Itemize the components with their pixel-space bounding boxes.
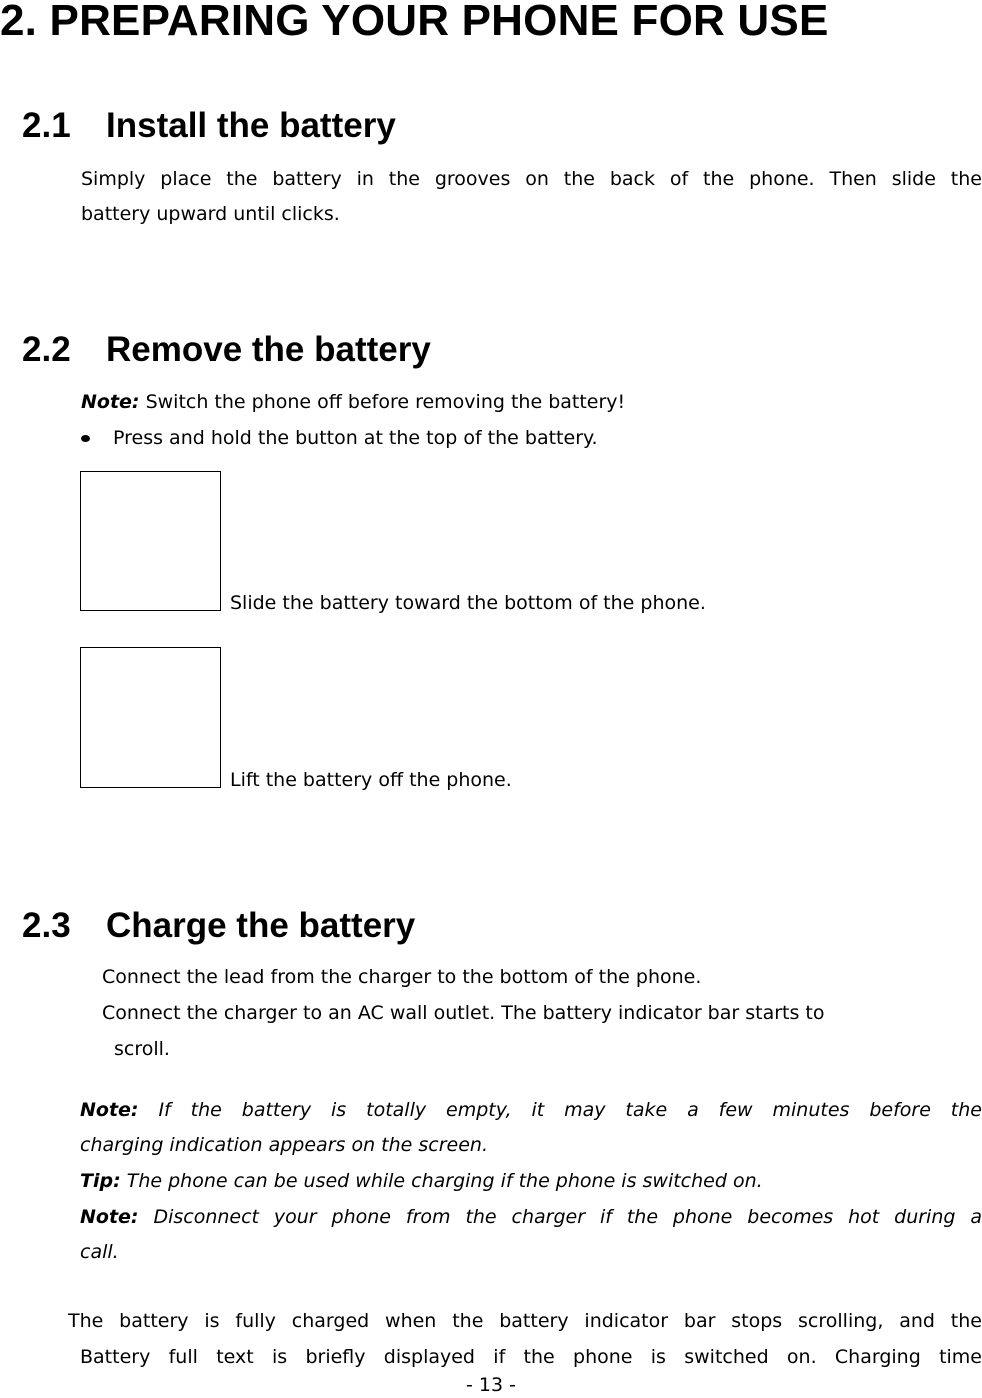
remove-note [81,385,625,420]
image-placeholder [80,471,221,611]
remove-step-3: Lift the battery off the phone. [230,769,512,791]
charge-tip [80,1164,763,1199]
note-label: Note: [81,391,140,413]
image-placeholder [80,647,221,788]
remove-step-2: Slide the battery toward the bottom of the phone. [230,592,706,614]
charge-note-2-line-1 [80,1200,982,1235]
install-paragraph-line-2: battery upward until clicks. [81,203,340,225]
section-title: Charge the battery [106,906,416,945]
remove-step-1: Press and hold the button at the top of the battery. [113,427,598,449]
section-title: Remove the battery [106,330,431,369]
tip-text: The phone can be used while charging if the phone is switched on. [120,1170,763,1192]
section-number: 2.3 [22,906,71,945]
charge-step-2-cont: scroll. [114,1038,170,1060]
install-paragraph-line-1: Simply place the battery in the grooves on the back of the phone. Then slide the [81,168,982,190]
section-number: 2.1 [22,106,71,145]
section-heading-2-2 [22,330,622,374]
charge-note-2-line-2: call. [80,1241,119,1263]
note-label: Note: [80,1206,139,1228]
tip-label: Tip: [80,1170,121,1192]
chapter-title: 2. PREPARING YOUR PHONE FOR USE [0,0,829,45]
charge-note-1-line-1 [80,1093,982,1128]
section-heading-2-3 [22,906,622,950]
charge-note-1-line-2: charging indication appears on the screen. [80,1134,488,1156]
note-text: Switch the phone off before removing the battery! [139,391,626,413]
section-number: 2.2 [22,330,71,369]
charge-step-2: Connect the charger to an AC wall outlet. The battery indicator bar starts to [102,1002,825,1024]
page-number: - 13 - [466,1374,516,1396]
note-text: Disconnect your phone from the charger if the phone becomes hot during a [138,1206,982,1228]
section-heading-2-1 [22,106,622,150]
bullet-icon [81,435,90,442]
charge-final-line-1: The battery is fully charged when the battery indicator bar stops scrolling, and the [68,1310,982,1332]
charge-step-1: Connect the lead from the charger to the bottom of the phone. [102,966,702,988]
charge-final-line-2: Battery full text is briefly displayed if the phone is switched on. Charging time [80,1346,982,1368]
note-label: Note: [80,1099,139,1121]
section-title: Install the battery [106,106,396,145]
note-text: If the battery is totally empty, it may take a few minutes before the [138,1099,982,1121]
